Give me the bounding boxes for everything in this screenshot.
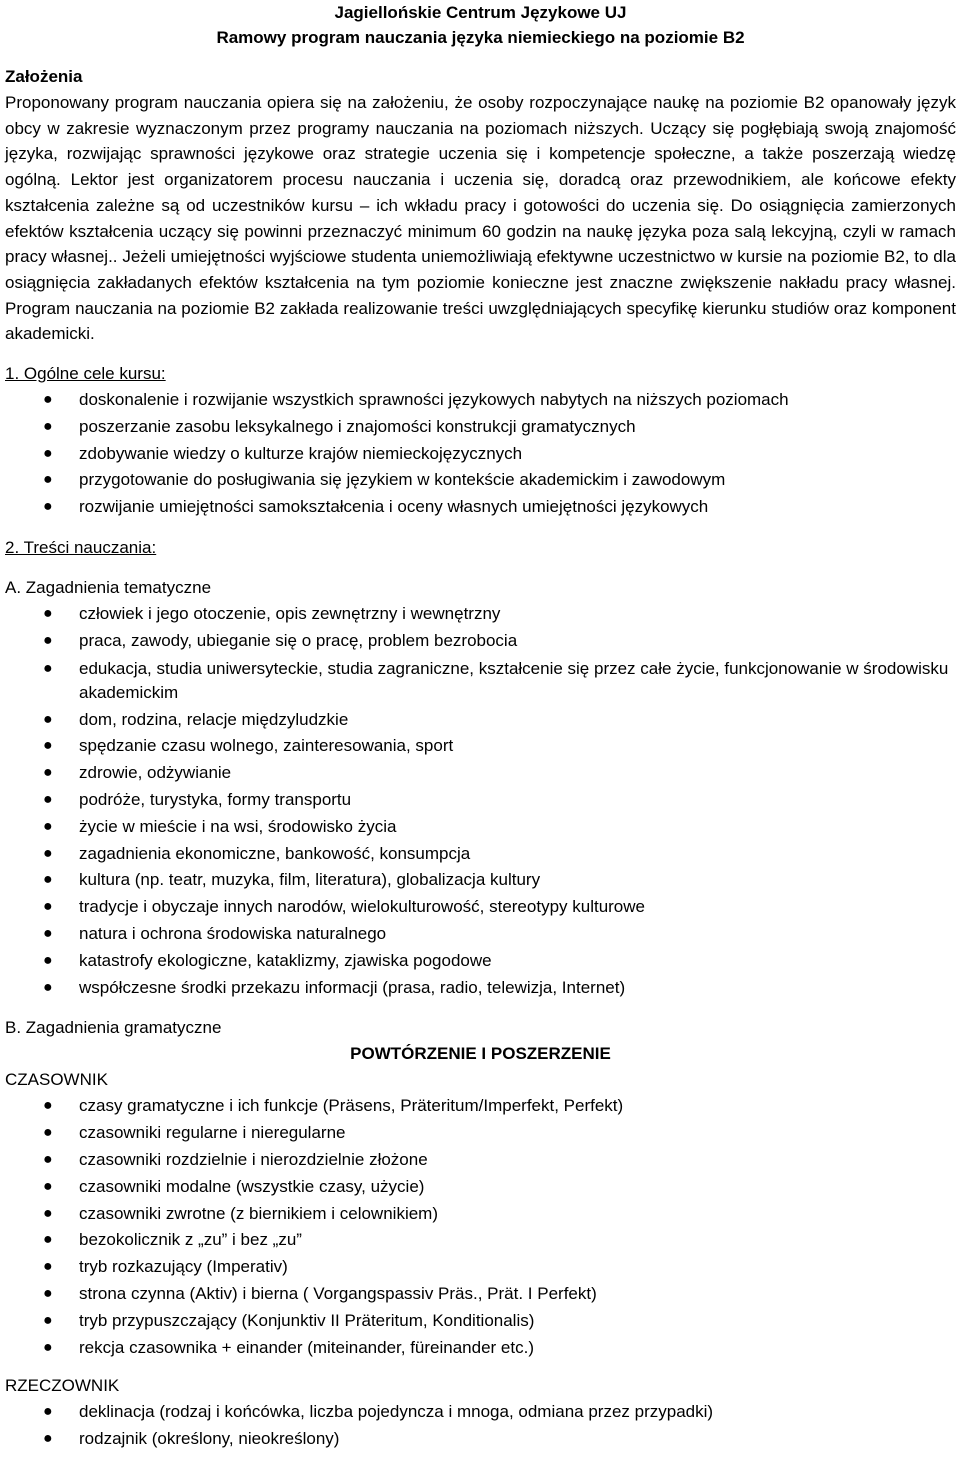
list-item: ● deklinacja (rodzaj i końcówka, liczba pojedyncza i mnoga, odmiana przez przypadki)	[5, 1399, 956, 1426]
assumptions-paragraph: Proponowany program nauczania opiera się na założeniu, że osoby rozpoczynające naukę na poziomie B2 opanowały język obcy w zakresie wyznaczonym przez programy nauczania na poziomach niższych. Uczący się pogłębiają swoją znajomość języka, rozwijając sprawności językowe oraz strategie uczenia się i kompetencje społeczne, a także poszerzają wiedzę ogólną. Lektor jest organizatorem procesu nauczania i uczenia się, doradcą oraz przewodnikiem, ale końcowe efekty kształcenia zależne są od uczestników kursu – ich wkładu pracy i gotowości do uczenia się. Do osiągnięcia zamierzonych efektów kształcenia uczący się powinni przeznaczyć minimum 60 godzin na naukę języka poza salą lekcyjną, czyli w ramach pracy własnej.. Jeżeli umiejętności wyjściowe studenta uniemożliwiają efektywne uczestnictwo w kursie na poziomie B2, to dla osiągnięcia zakładanych efektów kształcenia na tym poziomie konieczne jest znaczne zwiększenie nakładu pracy własnej. Program nauczania na poziomie B2 zakłada realizowanie treści uwzględniających specyfikę kierunku studiów oraz komponent akademicki.	[5, 93, 956, 344]
list-item: ● rodzajnik (określony, nieokreślony)	[5, 1426, 956, 1453]
bullet-icon: ●	[43, 1284, 53, 1302]
bullet-icon: ●	[43, 1311, 53, 1329]
list-item: ● tryb rozkazujący (Imperativ)	[5, 1254, 956, 1281]
list-item: ● przygotowanie do posługiwania się językiem w kontekście akademickim i zawodowym	[5, 467, 956, 494]
header-program-title: Ramowy program nauczania języka niemieckiego na poziomie B2	[216, 28, 745, 47]
list-item: ● doskonalenie i rozwijanie wszystkich sprawności językowych nabytych na niższych poziomach	[5, 387, 956, 414]
bullet-icon: ●	[43, 791, 53, 808]
list-item: ● czasowniki zwrotne (z biernikiem i celownikiem)	[5, 1201, 956, 1228]
verb-category-label: CZASOWNIK	[5, 1070, 108, 1090]
bullet-icon: ●	[43, 1258, 53, 1276]
subsection-b-heading: B. Zagadnienia gramatyczne	[5, 1018, 222, 1038]
bullet-icon: ●	[43, 1124, 53, 1142]
bullet-icon: ●	[43, 498, 53, 516]
bullet-icon: ●	[43, 844, 53, 862]
noun-category-label: RZECZOWNIK	[5, 1376, 120, 1396]
section2-heading: 2. Treści nauczania:	[5, 538, 157, 558]
bullet-icon: ●	[43, 1231, 53, 1249]
list-item: ● zagadnienia ekonomiczne, bankowość, konsumpcja	[5, 841, 956, 868]
list-item: ● edukacja, studia uniwersyteckie, studia zagraniczne, kształcenie się przez całe życie, funkcjonowanie w środowisku akademickim	[43, 658, 949, 702]
bullet-icon: ●	[43, 817, 53, 835]
grammar-center-title: POWTÓRZENIE I POSZERZENIE	[350, 1044, 611, 1064]
list-item: ● natura i ochrona środowiska naturalnego	[5, 921, 956, 948]
list-item: ● strona czynna (Aktiv) i bierna ( Vorgangspassiv Präs., Prät. I Perfekt)	[5, 1281, 956, 1308]
section1-heading: 1. Ogólne cele kursu:	[5, 364, 166, 384]
bullet-icon: ●	[43, 1430, 53, 1448]
bullet-icon: ●	[43, 978, 53, 996]
bullet-icon: ●	[43, 1177, 53, 1195]
bullet-icon: ●	[43, 951, 53, 969]
bullet-icon: ●	[43, 924, 53, 942]
list-item: ● podróże, turystyka, formy transportu	[5, 787, 956, 814]
list-item: ● poszerzanie zasobu leksykalnego i znajomości konstrukcji gramatycznych	[5, 414, 956, 441]
bullet-icon: ●	[43, 1403, 53, 1421]
bullet-icon: ●	[43, 1150, 53, 1168]
list-item: ● katastrofy ekologiczne, kataklizmy, zjawiska pogodowe	[5, 948, 956, 975]
list-item: ● zdrowie, odżywianie	[5, 760, 956, 787]
bullet-icon: ●	[43, 631, 53, 649]
bullet-icon: ●	[43, 1204, 53, 1222]
list-item: ● czasowniki rozdzielnie i nierozdzielnie złożone	[5, 1147, 956, 1174]
list-item: ● współczesne środki przekazu informacji (prasa, radio, telewizja, Internet)	[5, 975, 956, 1002]
list-item: ● zdobywanie wiedzy o kulturze krajów niemieckojęzycznych	[5, 441, 956, 468]
list-item: ● człowiek i jego otoczenie, opis zewnętrzny i wewnętrzny	[5, 601, 956, 628]
list-item: ● dom, rodzina, relacje międzyludzkie	[5, 707, 956, 734]
bullet-icon: ●	[43, 898, 53, 916]
bullet-icon: ●	[43, 417, 53, 435]
list-item: ● czasy gramatyczne i ich funkcje (Präsens, Präteritum/Imperfekt, Perfekt)	[5, 1093, 956, 1120]
bullet-icon: ●	[43, 737, 53, 755]
list-item: ● czasowniki modalne (wszystkie czasy, użycie)	[5, 1174, 956, 1201]
bullet-icon: ●	[43, 1097, 53, 1115]
list-item: ● bezokolicznik z „zu” i bez „zu”	[5, 1227, 956, 1254]
bullet-icon: ●	[43, 471, 53, 489]
bullet-icon: ●	[43, 391, 53, 409]
list-item: ● czasowniki regularne i nieregularne	[5, 1120, 956, 1147]
verb-list	[5, 1093, 956, 1361]
list-item: ● rozwijanie umiejętności samokształcenia i oceny własnych umiejętności językowych	[5, 494, 956, 521]
list-item: ● życie w mieście i na wsi, środowisko życia	[5, 814, 956, 841]
bullet-icon: ●	[43, 764, 53, 782]
list-item: ● tryb przypuszczający (Konjunktiv II Präteritum, Konditionalis)	[5, 1308, 956, 1335]
header-institution: Jagiellońskie Centrum Językowe UJ	[334, 3, 627, 22]
noun-list	[5, 1399, 956, 1453]
list-item: ● spędzanie czasu wolnego, zainteresowania, sport	[5, 733, 956, 760]
subsection-a-heading: A. Zagadnienia tematyczne	[5, 578, 212, 598]
assumptions-heading: Założenia	[5, 67, 83, 86]
list-item: ● praca, zawody, ubieganie się o pracę, problem bezrobocia	[5, 628, 956, 655]
list-item: ● kultura (np. teatr, muzyka, film, literatura), globalizacja kultury	[5, 867, 956, 894]
bullet-icon: ●	[43, 710, 53, 728]
bullet-icon: ●	[43, 1338, 53, 1356]
bullet-icon: ●	[43, 871, 53, 889]
bullet-icon: ●	[43, 659, 53, 677]
bullet-icon: ●	[43, 605, 53, 623]
list-item: ● rekcja czasownika + einander (miteinander, füreinander etc.)	[5, 1335, 956, 1362]
bullet-icon: ●	[43, 444, 53, 462]
section1-list	[5, 387, 956, 521]
list-item: ● tradycje i obyczaje innych narodów, wielokulturowość, stereotypy kulturowe	[5, 894, 956, 921]
topics-list	[5, 601, 956, 1001]
